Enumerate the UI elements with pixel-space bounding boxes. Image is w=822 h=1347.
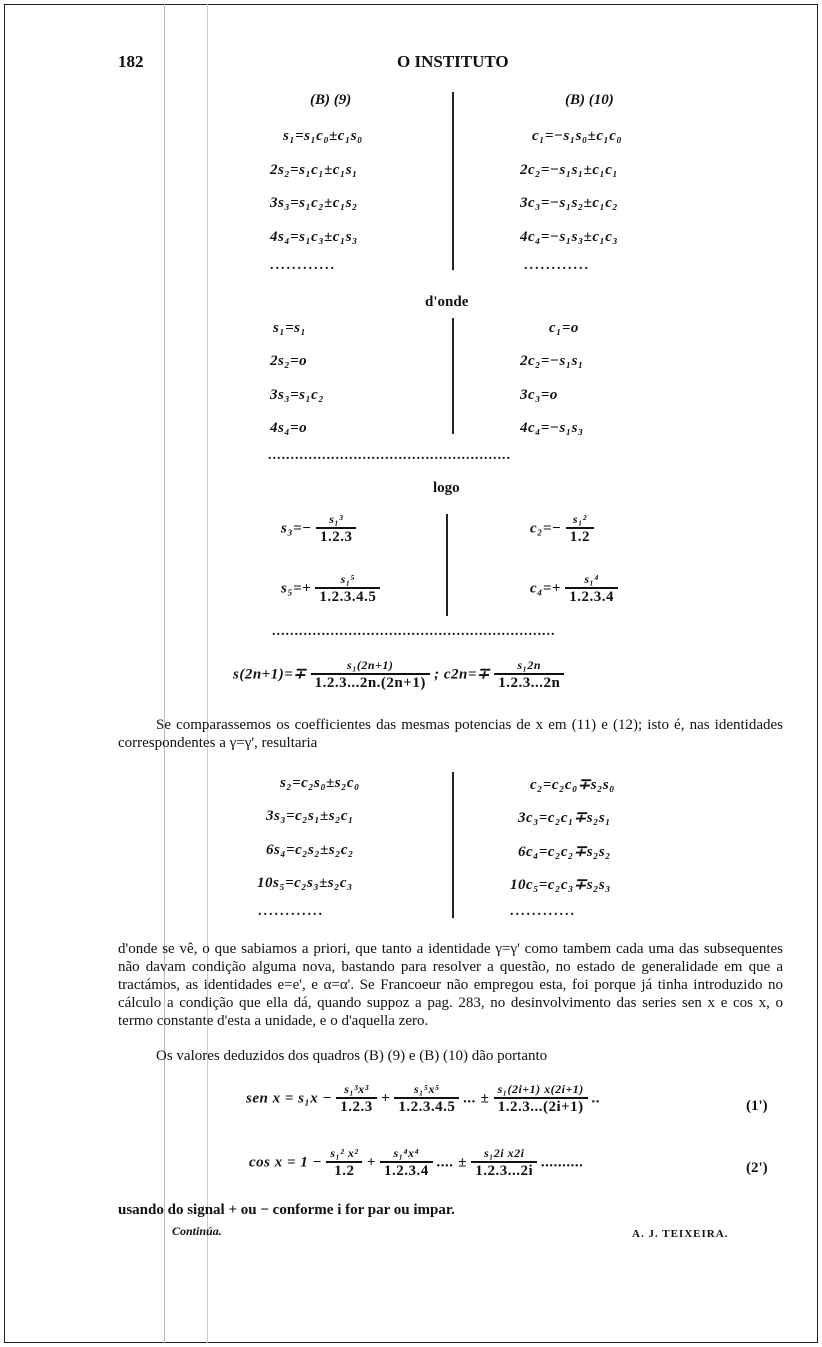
general-fraction <box>311 658 430 692</box>
table3-lhs: c₂=− <box>530 520 562 537</box>
table4-right-row: 10c₅=c₂c₃∓s₂s₃ <box>510 877 611 893</box>
table4-left-dots: ............ <box>258 904 324 919</box>
formula-tag: (2') <box>746 1160 768 1176</box>
table4-left-row: 6s₄=c₂s₂±s₂c₂ <box>266 842 354 858</box>
fraction-numerator: s₁² <box>566 512 594 529</box>
formula-tag: (1') <box>746 1098 768 1114</box>
formula-fraction <box>471 1146 537 1180</box>
table1-right-dots: ............ <box>524 258 590 273</box>
table1-right-row: c₁=−s₁s₀±c₁c₀ <box>532 128 623 144</box>
formula-trailing-dots: .......... <box>541 1154 584 1171</box>
table2-divider <box>452 318 454 434</box>
table3-lhs: s₃=− <box>281 520 312 537</box>
general-lhs: c2n=∓ <box>443 666 490 683</box>
table1-left-row: 4s₄=s₁c₃±c₁s₃ <box>270 229 358 245</box>
fraction-denominator: 1.2.3 <box>340 1099 373 1115</box>
fraction-denominator: 1.2.3...2i <box>475 1163 534 1179</box>
paragraph-2: d'onde se vê, o que sabiamos a priori, que tanto a identidade γ=γ' como tambem cada uma das subsequentes não davam condição alguma nova, bastando para resolver a questão, no estado de generalidade em que a tractámos, as identidades e=e', e α=α'. Se Francoeur não empregou esta, foi porque já tinha introduzido no cálculo a condição que ella dá, quando suppoz a pag. 283, no desinvolvimento das series sen x e cos x, o termo constante d'esta a unidade, e o d'aquella zero. <box>118 941 783 1029</box>
continua-label: Continúa. <box>172 1224 222 1238</box>
fraction-denominator: 1.2.3...2n.(2n+1) <box>314 675 426 691</box>
general-formula <box>233 658 564 692</box>
fraction-numerator: s₁2n <box>494 658 564 675</box>
table3-fraction <box>315 572 380 606</box>
general-lhs: s(2n+1)=∓ <box>233 666 307 683</box>
formula-cos <box>249 1146 584 1180</box>
formula-fraction <box>380 1146 433 1180</box>
table3-left-eq <box>281 572 380 606</box>
table4-right-row: 3c₃=c₂c₁∓s₂s₁ <box>518 810 611 826</box>
general-fraction <box>494 658 564 692</box>
table3-left-eq <box>281 512 356 546</box>
general-separator: ; <box>434 666 440 683</box>
table2-dots: ...................................................... <box>268 448 511 463</box>
formula-fraction <box>336 1082 377 1116</box>
table1-divider <box>452 92 454 270</box>
formula-fraction <box>394 1082 459 1116</box>
formula-lhs: cos x = 1 − <box>249 1154 323 1171</box>
fraction-numerator: s₁(2n+1) <box>311 658 430 675</box>
logo-label: logo <box>433 480 460 496</box>
formula-operator: ... ± <box>463 1090 490 1107</box>
formula-operator: .... ± <box>437 1154 467 1171</box>
table2-left-row: 2s₂=o <box>270 353 308 369</box>
fraction-numerator: s₁⁵ <box>315 572 380 589</box>
table4-divider <box>452 772 454 918</box>
table4-left-row: 10s₅=c₂s₃±s₂c₃ <box>257 875 353 891</box>
table2-left-row: 3s₃=s₁c₂ <box>270 387 325 403</box>
fraction-numerator: s₁⁴ <box>565 572 618 589</box>
fraction-numerator: s₁³x³ <box>336 1082 377 1099</box>
fraction-numerator: s₁(2i+1) x(2i+1) <box>494 1082 588 1099</box>
fraction-denominator: 1.2.3...(2i+1) <box>497 1099 584 1115</box>
fraction-denominator: 1.2.3...2n <box>498 675 561 691</box>
table1-left-row: s₁=s₁c₀±c₁s₀ <box>283 128 363 144</box>
formula-sen <box>246 1082 601 1116</box>
fraction-denominator: 1.2.3.4.5 <box>398 1099 456 1115</box>
paragraph-3: Os valores deduzidos dos quadros (B) (9) e (B) (10) dão portanto <box>156 1048 548 1064</box>
table3-fraction <box>566 512 594 546</box>
table4-right-row: 6c₄=c₂c₂∓s₂s₂ <box>518 844 611 860</box>
table1-left-title: (B) (9) <box>310 92 352 108</box>
table4-left-row: 3s₃=c₂s₁±s₂c₁ <box>266 808 354 824</box>
paragraph-1: Se comparassemos os coefficientes das mesmas potencias de x em (11) e (12); isto é, nas identidades correspondentes a γ=γ', resultaria <box>118 717 783 751</box>
fraction-numerator: s₁2i x2i <box>471 1146 537 1163</box>
fraction-denominator: 1.2 <box>334 1163 355 1179</box>
donde-label: d'onde <box>425 294 469 310</box>
fraction-denominator: 1.2.3 <box>319 529 353 545</box>
table3-fraction <box>565 572 618 606</box>
table2-left-row: 4s₄=o <box>270 420 308 436</box>
table3-divider <box>446 514 448 616</box>
fraction-denominator: 1.2 <box>569 529 591 545</box>
fraction-numerator: s₁⁴x⁴ <box>380 1146 433 1163</box>
table1-right-row: 4c₄=−s₁s₃±c₁c₃ <box>520 229 619 245</box>
fraction-denominator: 1.2.3.4 <box>384 1163 429 1179</box>
table4-right-dots: ............ <box>510 904 576 919</box>
table2-right-row: 3c₃=o <box>520 387 558 403</box>
table4-left-row: s₂=c₂s₀±s₂c₀ <box>280 775 360 791</box>
fraction-numerator: s₁² x² <box>326 1146 362 1163</box>
running-title: O INSTITUTO <box>397 52 509 71</box>
table2-right-row: c₁=o <box>549 320 579 336</box>
table4-right-row: c₂=c₂c₀∓s₂s₀ <box>530 777 615 793</box>
table2-right-row: 4c₄=−s₁s₃ <box>520 420 584 436</box>
formula-fraction <box>326 1146 362 1180</box>
formula-operator: + <box>366 1154 376 1171</box>
fraction-denominator: 1.2.3.4.5 <box>319 589 377 605</box>
scan-artifact-line <box>207 4 208 1343</box>
formula-trailing-dots: .. <box>592 1090 601 1107</box>
table1-left-dots: ............ <box>270 258 336 273</box>
table3-right-eq <box>530 512 594 546</box>
author-signature: A. J. TEIXEIRA. <box>632 1228 729 1240</box>
table2-left-row: s₁=s₁ <box>273 320 307 336</box>
formula-lhs: sen x = s₁x − <box>246 1090 333 1107</box>
table3-right-eq <box>530 572 618 606</box>
page-number: 182 <box>118 52 144 71</box>
scan-artifact-line <box>164 4 165 1343</box>
fraction-numerator: s₁⁵x⁵ <box>394 1082 459 1099</box>
table2-right-row: 2c₂=−s₁s₁ <box>520 353 584 369</box>
fraction-numerator: s₁³ <box>316 512 357 529</box>
table1-right-row: 2c₂=−s₁s₁±c₁c₁ <box>520 162 619 178</box>
fraction-denominator: 1.2.3.4 <box>569 589 614 605</box>
table1-right-title: (B) (10) <box>565 92 614 108</box>
table3-fraction <box>316 512 357 546</box>
table3-lhs: c₄=+ <box>530 580 561 597</box>
table1-left-row: 3s₃=s₁c₂±c₁s₂ <box>270 195 358 211</box>
table1-left-row: 2s₂=s₁c₁±c₁s₁ <box>270 162 358 178</box>
formula-operator: + <box>381 1090 391 1107</box>
table3-lhs: s₅=+ <box>281 580 312 597</box>
table1-right-row: 3c₃=−s₁s₂±c₁c₂ <box>520 195 619 211</box>
closing-line: usando do signal + ou − conforme i for par ou impar. <box>118 1202 455 1218</box>
formula-fraction <box>494 1082 588 1116</box>
table3-dots: ............................................................... <box>272 624 556 639</box>
